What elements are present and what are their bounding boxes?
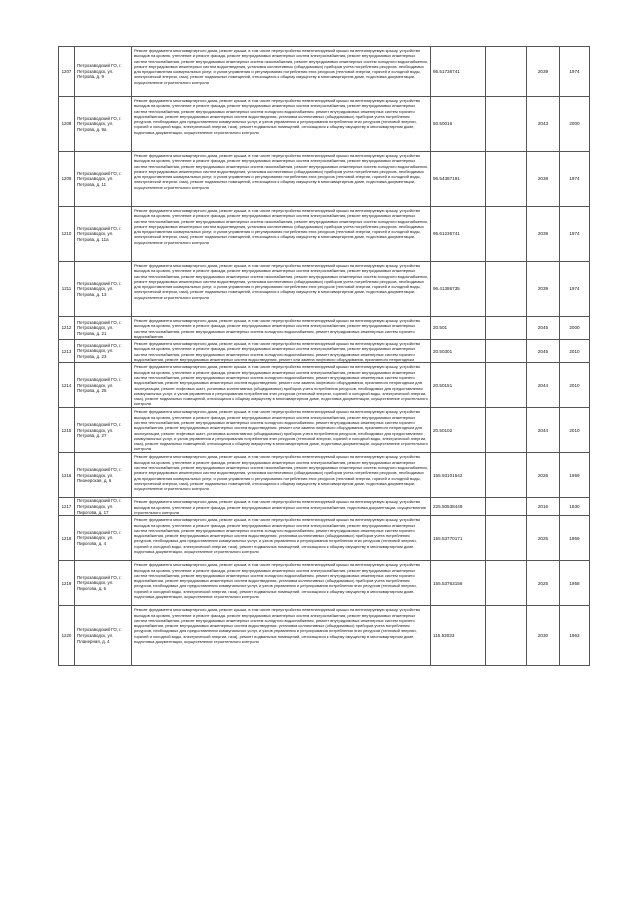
row-works: Ремонт фундамента многоквартирного дома, ремонт крыши, в том числе переустройство невентилируемой крыши на вентилируемую крышу, устройство выходов на кровлю, утепление и ремонт фасада, ремонт внутридомовых инженерных систем электроснабжения, ремонт внутридомовых инженерных систем теплоснабжения, ремонт внутридомовых инженерных систем газоснабжения, ремонт внутридомовых инженерных систем холодного водоснабжения, ремонт внутридомовых инженерных систем водоотведения, установка коллективных (общедомовых) приборов учета потребления ресурсов, необходимых для предоставления коммунальных услуг, и узлов управления и регулирования потребления этих ресурсов (тепловой энергии, горячей и холодной воды, электрической энергии, газа), ремонт подвальных помещений, относящихся к общему имуществу в многоквартирном доме, подготовка документации, осуществление строительного контроля — [132, 262, 431, 317]
row-year: 2038 — [527, 152, 560, 207]
row-address: Петрозаводский ГО, г. Петрозаводск, ул. Петрова, д. 11 — [75, 152, 132, 207]
row-built-year: 1958 — [560, 561, 590, 606]
registry-sheet — [58, 46, 589, 666]
row-built-year: 2010 — [560, 408, 590, 453]
row-year: 2030 — [527, 606, 560, 666]
table-row — [59, 97, 590, 152]
row-empty — [486, 363, 527, 408]
row-number: 1218 — [59, 516, 75, 561]
row-works: Ремонт фундамента многоквартирного дома, ремонт крыши, в том числе переустройство невентилируемой крыши на вентилируемую крышу, устройство выходов на кровлю, утепление и ремонт фасада, ремонт внутридомовых инженерных систем электроснабжения, ремонт внутридомовых инженерных систем теплоснабжения, ремонт внутридомовых инженерных систем холодного водоснабжения, ремонт внутридомовых инженерных систем горячего водоснабжения, ремонт внутридомовых инженерных систем водоотведения, установка коллективных (общедомовых) приборов учета потребления ресурсов, необходимых для предоставления коммунальных услуг, и узлов управления и регулирования потребления этих ресурсов (тепловой энергии, горячей и холодной воды, электрической энергии, газа), ремонт подвальных помещений, относящихся к общему имуществу в многоквартирном доме, подготовка документации, осуществление строительного контроля — [132, 561, 431, 606]
row-built-year: 1974 — [560, 47, 590, 97]
row-area: 96.54387191 — [431, 152, 486, 207]
row-address: Петрозаводский ГО, г. Петрозаводск, ул. Планерная, д. 4 — [75, 606, 132, 666]
row-area: 20.50301 — [431, 340, 486, 363]
row-works: Ремонт фундамента многоквартирного дома, ремонт крыши, в том числе переустройство невентилируемой крыши на вентилируемую крышу, устройство выходов на кровлю, утепление и ремонт фасада, ремонт внутридомовых инженерных систем электроснабжения, ремонт внутридомовых инженерных систем теплоснабжения, ремонт внутридомовых инженерных систем холодного водоснабжения, ремонт внутридомовых инженерных систем горячего водоснабжения, ремонт внутридомовых инженерных систем водоотведения, установка коллективных (общедомовых) приборов учета потребления ресурсов, необходимых для предоставления коммунальных услуг, и узлов управления и регулирования потребления этих ресурсов (тепловой энергии, горячей и холодной воды, электрической энергии, газа), ремонт подвальных помещений, относящихся к общему имуществу в многоквартирном доме, подготовка документации, осуществление строительного контроля — [132, 516, 431, 561]
table-row — [59, 207, 590, 262]
row-area: 155.53763156 — [431, 561, 486, 606]
table-row — [59, 453, 590, 498]
row-built-year: 2000 — [560, 317, 590, 340]
row-year: 2016 — [527, 498, 560, 516]
table-row — [59, 516, 590, 561]
row-number: 1209 — [59, 152, 75, 207]
table-row — [59, 317, 590, 340]
row-year: 2039 — [527, 47, 560, 97]
row-works: Ремонт фундамента многоквартирного дома, ремонт крыши, в том числе переустройство невентилируемой крыши на вентилируемую крышу, устройство выходов на кровлю, утепление и ремонт фасада, ремонт внутридомовых инженерных систем электроснабжения, ремонт внутридомовых инженерных систем теплоснабжения, ремонт внутридомовых инженерных систем холодного водоснабжения, ремонт внутридомовых инженерных систем горячего водоснабжения — [132, 317, 431, 340]
row-built-year: 1963 — [560, 606, 590, 666]
row-works: Ремонт фундамента многоквартирного дома, ремонт крыши, в том числе переустройство невентилируемой крыши на вентилируемую крышу, устройство выходов на кровлю, утепление и ремонт фасада, ремонт внутридомовых инженерных систем электроснабжения, ремонт внутридомовых инженерных систем теплоснабжения, ремонт внутридомовых инженерных систем газоснабжения, ремонт внутридомовых инженерных систем холодного водоснабжения, ремонт внутридомовых инженерных систем водоотведения, установка коллективных (общедомовых) приборов учета потребления ресурсов, необходимых для предоставления коммунальных услуг, и узлов управления и регулирования потребления этих ресурсов (тепловой энергии, горячей и холодной воды, электрической энергии, газа), ремонт подвальных помещений, относящихся к общему имуществу в многоквартирном доме, подготовка документации, осуществление строительного контроля — [132, 207, 431, 262]
row-area: 155.93101542 — [431, 453, 486, 498]
row-year: 2025 — [527, 516, 560, 561]
row-empty — [486, 561, 527, 606]
row-number: 1216 — [59, 453, 75, 498]
row-built-year: 2010 — [560, 340, 590, 363]
row-built-year: 1930 — [560, 498, 590, 516]
row-year: 2045 — [527, 340, 560, 363]
row-address: Петрозаводский ГО, г. Петрозаводск, ул. Петрова, д. 9 — [75, 47, 132, 97]
row-empty — [486, 207, 527, 262]
row-number: 1211 — [59, 262, 75, 317]
registry-table — [58, 46, 590, 666]
row-empty — [486, 262, 527, 317]
row-works: Ремонт фундамента многоквартирного дома, ремонт крыши, в том числе переустройство невентилируемой крыши на вентилируемую крышу, устройство выходов на кровлю, утепление и ремонт фасада, ремонт внутридомовых инженерных систем электроснабжения, ремонт внутридомовых инженерных систем теплоснабжения, ремонт внутридомовых инженерных систем холодного водоснабжения, ремонт внутридомовых инженерных систем горячего водоснабжения, ремонт внутридомовых инженерных систем водоотведения, установка коллективных (общедомовых) приборов учета потребления ресурсов, необходимых для предоставления коммунальных услуг, и узлов управления и регулирования потребления этих ресурсов (тепловой энергии, горячей и холодной воды, электрической энергии, газа), ремонт подвальных помещений, относящихся к общему имуществу в многоквартирном доме, подготовка документации, осуществление строительного контроля — [132, 97, 431, 152]
row-works: Ремонт фундамента многоквартирного дома, ремонт крыши, в том числе переустройство невентилируемой крыши на вентилируемую крышу, устройство выходов на кровлю, утепление и ремонт фасада, ремонт внутридомовых инженерных систем электроснабжения, ремонт внутридомовых инженерных систем теплоснабжения, ремонт внутридомовых инженерных систем холодного водоснабжения, ремонт внутридомовых инженерных систем горячего водоснабжения, ремонт внутридомовых инженерных систем водоотведения, ремонт или замена лифтового оборудования, признанного непригодным — [132, 340, 431, 363]
row-year: 2039 — [527, 262, 560, 317]
table-row — [59, 363, 590, 408]
row-area: 50.50016 — [431, 97, 486, 152]
row-address: Петрозаводский ГО, г. Петрозаводск, ул. Петрова, д. 13 — [75, 262, 132, 317]
table-row — [59, 262, 590, 317]
row-works: Ремонт фундамента многоквартирного дома, ремонт крыши, в том числе переустройство невентилируемой крыши на вентилируемую крышу, устройство выходов на кровлю, утепление и ремонт фасада, ремонт внутридомовых инженерных систем электроснабжения, ремонт внутридомовых инженерных систем теплоснабжения, ремонт внутридомовых инженерных систем холодного водоснабжения, ремонт внутридомовых инженерных систем горячего водоснабжения, ремонт внутридомовых инженерных систем водоотведения, установка коллективных (общедомовых) приборов учета потребления ресурсов, необходимых для предоставления коммунальных услуг, и узлов управления и регулирования потребления этих ресурсов (тепловой энергии, горячей и холодной воды, электрической энергии, газа), ремонт подвальных помещений, относящихся к общему имуществу в многоквартирном доме, подготовка документации, осуществление строительного контроля — [132, 606, 431, 666]
row-built-year: 1974 — [560, 207, 590, 262]
row-built-year: 1974 — [560, 152, 590, 207]
row-number: 1215 — [59, 408, 75, 453]
row-year: 2039 — [527, 207, 560, 262]
row-works: Ремонт фундамента многоквартирного дома, ремонт крыши, в том числе переустройство невентилируемой крыши на вентилируемую крышу, устройство выходов на кровлю, утепление и ремонт фасада, ремонт внутридомовых инженерных систем электроснабжения, ремонт внутридомовых инженерных систем теплоснабжения, ремонт внутридомовых инженерных систем газоснабжения, ремонт внутридомовых инженерных систем холодного водоснабжения, ремонт внутридомовых инженерных систем водоотведения, установка коллективных (общедомовых) приборов учета потребления ресурсов, необходимых для предоставления коммунальных услуг, и узлов управления и регулирования потребления этих ресурсов (тепловой энергии, горячей и холодной воды, электрической энергии, газа), ремонт подвальных помещений, относящихся к общему имуществу в многоквартирном доме, подготовка документации, осуществление строительного контроля — [132, 453, 431, 498]
row-empty — [486, 516, 527, 561]
row-works: Ремонт фундамента многоквартирного дома, ремонт крыши, в том числе переустройство невентилируемой крыши на вентилируемую крышу, устройство выходов на кровлю, утепление и ремонт фасада, ремонт внутридомовых инженерных систем электроснабжения, ремонт внутридомовых инженерных систем теплоснабжения, ремонт внутридомовых инженерных систем газоснабжения, ремонт внутридомовых инженерных систем холодного водоснабжения, ремонт внутридомовых инженерных систем водоотведения, установка коллективных (общедомовых) приборов учета потребления ресурсов, необходимых для предоставления коммунальных услуг, и узлов управления и регулирования потребления этих ресурсов (тепловой энергии, горячей и холодной воды, электрической энергии, газа), ремонт подвальных помещений, относящихся к общему имуществу в многоквартирном доме, подготовка документации, осуществление строительного контроля — [132, 152, 431, 207]
row-number: 1212 — [59, 317, 75, 340]
row-area: 225.50538449 — [431, 498, 486, 516]
row-year: 2025 — [527, 561, 560, 606]
row-works: Ремонт фундамента многоквартирного дома, ремонт крыши, в том числе переустройство невентилируемой крыши на вентилируемую крышу, устройство выходов на кровлю, утепление и ремонт фасада, ремонт внутридомовых инженерных систем электроснабжения, ремонт внутридомовых инженерных систем теплоснабжения, ремонт внутридомовых инженерных систем газоснабжения, ремонт внутридомовых инженерных систем холодного водоснабжения, ремонт внутридомовых инженерных систем водоотведения, установка коллективных (общедомовых) приборов учета потребления ресурсов, необходимых для предоставления коммунальных услуг, и узлов управления и регулирования потребления этих ресурсов (тепловой энергии, горячей и холодной воды, электрической энергии, газа), ремонт подвальных помещений, относящихся к общему имуществу в многоквартирном доме, подготовка документации, осуществление строительного контроля — [132, 47, 431, 97]
row-address: Петрозаводский ГО, г. Петрозаводск, ул. Пирогова, д. 6 — [75, 561, 132, 606]
row-built-year: 1974 — [560, 262, 590, 317]
row-area: 20.50151 — [431, 363, 486, 408]
row-empty — [486, 498, 527, 516]
row-address: Петрозаводский ГО, г. Петрозаводск, ул. Пирогова, д. 17 — [75, 498, 132, 516]
table-row — [59, 152, 590, 207]
row-address: Петрозаводский ГО, г. Петрозаводск, ул. Петрова, д. 11а — [75, 207, 132, 262]
row-built-year: 1959 — [560, 516, 590, 561]
row-empty — [486, 408, 527, 453]
table-row — [59, 498, 590, 516]
row-empty — [486, 606, 527, 666]
table-row — [59, 408, 590, 453]
row-area: 95.61236741 — [431, 207, 486, 262]
table-row — [59, 561, 590, 606]
row-empty — [486, 317, 527, 340]
table-row — [59, 47, 590, 97]
row-empty — [486, 97, 527, 152]
table-row — [59, 606, 590, 666]
row-built-year: 2000 — [560, 97, 590, 152]
row-number: 1217 — [59, 498, 75, 516]
row-address: Петрозаводский ГО, г. Петрозаводск, ул. Петрова, д. 23 — [75, 340, 132, 363]
row-works: Ремонт фундамента многоквартирного дома, ремонт крыши, в том числе переустройство невентилируемой крыши на вентилируемую крышу, устройство выходов на кровлю, утепление и ремонт фасада, ремонт внутридомовых инженерных систем электроснабжения, подготовка документации, осуществление строительного контроля — [132, 498, 431, 516]
row-works: Ремонт фундамента многоквартирного дома, ремонт крыши, в том числе переустройство невентилируемой крыши на вентилируемую крышу, устройство выходов на кровлю, утепление и ремонт фасада, ремонт внутридомовых инженерных систем электроснабжения, ремонт внутридомовых инженерных систем теплоснабжения, ремонт внутридомовых инженерных систем холодного водоснабжения, ремонт внутридомовых инженерных систем горячего водоснабжения, ремонт внутридомовых инженерных систем водоотведения, ремонт или замена лифтового оборудования, признанного непригодным для эксплуатации, ремонт лифтовых шахт, установка коллективных (общедомовых) приборов учета потребления ресурсов, необходимых для предоставления коммунальных услуг, и узлов управления и регулирования потребления этих ресурсов (тепловой энергии, горячей и холодной воды, электрической энергии, газа), ремонт подвальных помещений, относящихся к общему имуществу в многоквартирном доме, подготовка документации, осуществление строительного контроля — [132, 363, 431, 408]
row-works: Ремонт фундамента многоквартирного дома, ремонт крыши, в том числе переустройство невентилируемой крыши на вентилируемую крышу, устройство выходов на кровлю, утепление и ремонт фасада, ремонт внутридомовых инженерных систем электроснабжения, ремонт внутридомовых инженерных систем теплоснабжения, ремонт внутридомовых инженерных систем холодного водоснабжения, ремонт внутридомовых инженерных систем горячего водоснабжения, ремонт внутридомовых инженерных систем водоотведения, ремонт или замена лифтового оборудования, признанного непригодным для эксплуатации, ремонт лифтовых шахт, установка коллективных (общедомовых) приборов учета потребления ресурсов, необходимых для предоставления коммунальных услуг, и узлов управления и регулирования потребления этих ресурсов (тепловой энергии, горячей и холодной воды, электрической энергии, газа), ремонт подвальных помещений, относящихся к общему имуществу в многоквартирном доме, подготовка документации, осуществление строительного контроля — [132, 408, 431, 453]
row-year: 2044 — [527, 408, 560, 453]
row-area: 155.53770171 — [431, 516, 486, 561]
registry-rows — [59, 47, 590, 666]
row-year: 2043 — [527, 97, 560, 152]
row-area: 96.41386735 — [431, 262, 486, 317]
row-empty — [486, 47, 527, 97]
row-address: Петрозаводский ГО, г. Петрозаводск, ул. Пионерская, д. 6 — [75, 453, 132, 498]
row-empty — [486, 340, 527, 363]
row-empty — [486, 152, 527, 207]
row-number: 1208 — [59, 97, 75, 152]
row-number: 1219 — [59, 561, 75, 606]
row-empty — [486, 453, 527, 498]
row-number: 1220 — [59, 606, 75, 666]
table-row — [59, 340, 590, 363]
row-number: 1210 — [59, 207, 75, 262]
row-area: 115.53033 — [431, 606, 486, 666]
row-number: 1207 — [59, 47, 75, 97]
row-address: Петрозаводский ГО, г. Петрозаводск, ул. Петрова, д. 25 — [75, 363, 132, 408]
row-built-year: 2010 — [560, 363, 590, 408]
row-year: 2044 — [527, 363, 560, 408]
row-address: Петрозаводский ГО, г. Петрозаводск, ул. Петрова, д. 21 — [75, 317, 132, 340]
row-year: 2026 — [527, 453, 560, 498]
row-year: 2045 — [527, 317, 560, 340]
row-built-year: 1959 — [560, 453, 590, 498]
row-area: 95.51736741 — [431, 47, 486, 97]
row-area: 20.501 — [431, 317, 486, 340]
row-address: Петрозаводский ГО, г. Петрозаводск, ул. Петрова, д. 9а — [75, 97, 132, 152]
row-number: 1213 — [59, 340, 75, 363]
row-number: 1214 — [59, 363, 75, 408]
row-address: Петрозаводский ГО, г. Петрозаводск, ул. Петрова, д. 27 — [75, 408, 132, 453]
row-address: Петрозаводский ГО, г. Петрозаводск, ул. Пирогова, д. 4 — [75, 516, 132, 561]
row-area: 20.50102 — [431, 408, 486, 453]
